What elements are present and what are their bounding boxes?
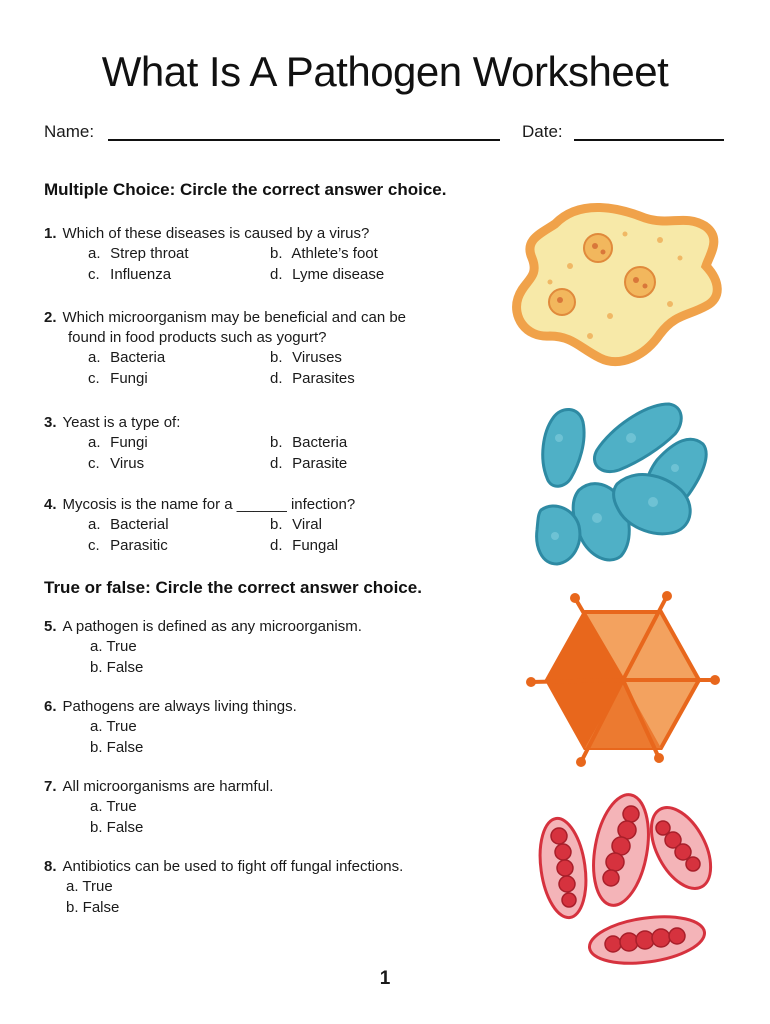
option-false[interactable]: b. False (66, 899, 120, 916)
question-text: Yeast is a type of: (62, 414, 181, 431)
option-d[interactable]: d. Fungal (270, 537, 339, 554)
question-text-continued: found in food products such as yogurt? (68, 329, 327, 346)
option-b[interactable]: b. Bacteria (270, 434, 348, 451)
option-false[interactable]: b. False (90, 819, 144, 836)
option-d[interactable]: d. Lyme disease (270, 266, 385, 283)
question-text: All microorganisms are harmful. (62, 778, 274, 795)
option-d[interactable]: d. Parasites (270, 370, 355, 387)
option-c[interactable]: c. Parasitic (88, 537, 168, 554)
true-false-heading: True or false: Circle the correct answer choice. (44, 578, 422, 597)
question-number: 6. (44, 698, 57, 715)
name-label: Name: (44, 122, 95, 141)
name-field[interactable] (108, 139, 500, 141)
amoeba-illustration (510, 196, 725, 376)
option-true[interactable]: a. True (90, 718, 137, 735)
question-8 (44, 857, 484, 919)
option-a[interactable]: a. Bacterial (88, 516, 169, 533)
question-number: 8. (44, 858, 57, 875)
fungi-illustration (535, 398, 715, 568)
option-b[interactable]: b. Athlete’s foot (270, 245, 378, 262)
date-label: Date: (522, 122, 563, 141)
question-number: 3. (44, 414, 57, 431)
option-c[interactable]: c. Influenza (88, 266, 172, 283)
question-text: Antibiotics can be used to fight off fungal infections. (62, 858, 404, 875)
question-7 (44, 777, 484, 839)
option-true[interactable]: a. True (90, 638, 137, 655)
option-true[interactable]: a. True (90, 798, 137, 815)
page-number: 1 (379, 968, 391, 989)
question-5 (44, 617, 484, 679)
question-text: Which of these diseases is caused by a virus? (62, 225, 370, 242)
question-number: 1. (44, 225, 57, 242)
option-a[interactable]: a. Strep throat (88, 245, 189, 262)
name-date-row (44, 122, 728, 146)
question-number: 5. (44, 618, 57, 635)
question-text: Which microorganism may be beneficial and can be (62, 309, 407, 326)
bacteria-illustration (535, 788, 720, 978)
question-4 (44, 495, 484, 557)
question-number: 2. (44, 309, 57, 326)
option-false[interactable]: b. False (90, 659, 144, 676)
question-text: Mycosis is the name for a ______ infection? (62, 496, 356, 513)
page-title: What Is A Pathogen Worksheet (101, 48, 669, 95)
option-c[interactable]: c. Virus (88, 455, 145, 472)
option-b[interactable]: b. Viral (270, 516, 322, 533)
option-c[interactable]: c. Fungi (88, 370, 148, 387)
question-2 (44, 308, 484, 390)
question-text: A pathogen is defined as any microorganism. (62, 618, 362, 635)
question-3 (44, 413, 484, 475)
multiple-choice-heading: Multiple Choice: Circle the correct answer choice. (44, 180, 447, 199)
question-number: 4. (44, 496, 57, 513)
question-number: 7. (44, 778, 57, 795)
option-a[interactable]: a. Fungi (88, 434, 148, 451)
option-true[interactable]: a. True (66, 878, 113, 895)
question-text: Pathogens are always living things. (62, 698, 297, 715)
question-1 (44, 224, 484, 286)
option-b[interactable]: b. Viruses (270, 349, 342, 366)
option-false[interactable]: b. False (90, 739, 144, 756)
question-6 (44, 697, 484, 759)
option-a[interactable]: a. Bacteria (88, 349, 166, 366)
virus-illustration (525, 590, 720, 770)
date-field[interactable] (574, 139, 724, 141)
option-d[interactable]: d. Parasite (270, 455, 348, 472)
